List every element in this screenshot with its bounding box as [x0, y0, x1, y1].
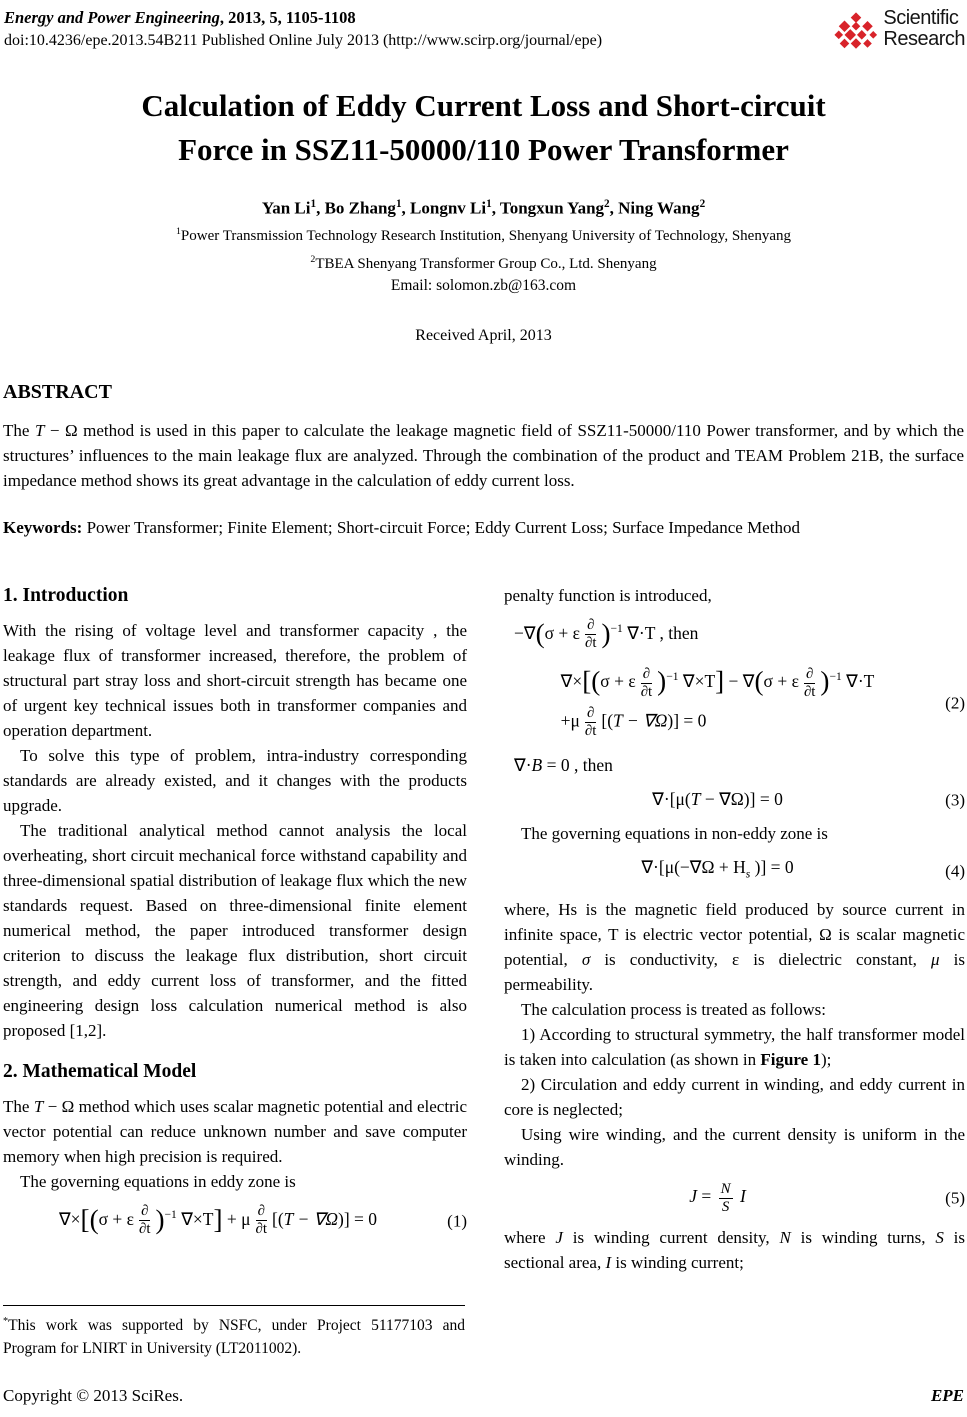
right-paragraph-1: penalty function is introduced, — [504, 586, 712, 605]
paper-title — [0, 84, 967, 172]
equation-1 — [3, 1203, 467, 1238]
intro-paragraph-2: To solve this type of problem, intra-industry corresponding standards are already existed, and it changes with the products upgrade. — [3, 746, 467, 815]
equation-penalty — [504, 617, 965, 652]
logo-diamonds-icon — [833, 11, 879, 51]
equation-2 — [504, 661, 965, 744]
equation-divB-body: ∇·B = 0 , then — [514, 755, 613, 775]
right-paragraph-6: 2) Circulation and eddy current in winding, and eddy current in core is neglected; — [504, 1074, 965, 1119]
equation-3-body: ∇·[μ(T − ∇Ω)] = 0 — [652, 789, 783, 809]
affiliation-1: $^1$Power Transmission Technology Research Institution, Shenyang University of Technology, Shenyang — [175, 225, 791, 244]
equation-2-line1: ∇×[(σ + ε $\frac{\partial}{\partial t}$ )$^{-1}$ ∇×T] − ∇(σ + ε $\frac{\partial}{\partial t}$ )$^{-1}$ ∇·T — [560, 665, 875, 700]
right-paragraph-8: where J is winding current density, N is winding turns, S is sectional area, I is winding current; — [504, 1227, 966, 1272]
doi-line: doi:10.4236/epe.2013.54B211 Published Online July 2013 (http://www.scirp.org/journal/epe) — [4, 32, 603, 49]
received-line: Received April, 2013 — [415, 326, 552, 344]
journal-info — [4, 6, 602, 52]
equation-5-body: J = $\frac{N}{S}$ I — [689, 1180, 746, 1215]
footer-copyright: Copyright © 2013 SciRes. — [3, 1386, 184, 1405]
logo-text-line1: Scientific — [883, 7, 959, 29]
email-line: Email: solomon.zb@163.com — [390, 276, 577, 294]
equation-penalty-body: −∇(σ + ε $\frac{\partial}{\partial t}$ )$^{-1}$ ∇·T , then — [514, 617, 699, 652]
model-paragraph-1: The T − Ω method which uses scalar magnetic potential and electric vector potential can reduce unknown number and save computer memory when high precision is required. — [3, 1097, 467, 1166]
footer-journal-abbrev: EPE — [930, 1386, 964, 1405]
page-footer — [3, 1386, 964, 1406]
abstract-heading: ABSTRACT — [3, 380, 112, 403]
equation-divB — [504, 753, 965, 778]
abstract-text: The T − Ω method is used in this paper to calculate the leakage magnetic field of SSZ11-50000/110 Power transformer, and by which the structures’ influences to the main leakage flux are analyzed. Through the combination of the product and TEAM Problem 21B, the surface impedance method shows its great advantage in the calculation of eddy current loss. — [3, 420, 964, 490]
authors-line: Yan Li$^1$, Bo Zhang$^1$, Longnv Li$^1$, Tongxun Yang$^2$, Ning Wang$^2$ — [261, 198, 706, 218]
model-paragraph-2: The governing equations in eddy zone is — [20, 1172, 296, 1191]
right-paragraph-4: The calculation process is treated as follows: — [521, 999, 826, 1019]
equation-2-line2: +μ $\frac{\partial}{\partial t}$ [(T − ∇Ω)] = 0 — [560, 704, 707, 739]
paper-title-line2: Force in SSZ11-50000/110 Power Transformer — [178, 132, 789, 167]
page-header — [4, 6, 965, 52]
right-paragraph-5: 1) According to structural symmetry, the half transformer model is taken into calculation (as shown in Figure 1); — [504, 1024, 965, 1069]
equation-2-body — [561, 661, 875, 744]
intro-paragraph-3: The traditional analytical method cannot analysis the local overheating, short circuit mechanical force withstand capability and three-dimensional spatial distribution of leakage flux which the new standards request. Based on three-dimensional finite element numerical method, the paper introduced transformer design criterion to discuss the leakage flux distribution, short circuit strength, and eddy current loss of transformer, and the fitted engineering design loss calculation numerical method is also proposed [1,2]. — [3, 821, 467, 1040]
footnote-rule — [3, 1305, 465, 1306]
footnote-text: *This work was supported by NSFC, under Project 51177103 and Program for LNIRT in University (LT2011002). — [3, 1316, 465, 1358]
right-paragraph-3: where, Hs is the magnetic field produced by source current in infinite space, T is electric vector potential, Ω is scalar magnetic potential, σ is conductivity, ε is dielectric constant, μ is permeability. — [504, 899, 966, 994]
footnote — [3, 1305, 465, 1360]
equation-4-number: (4) — [945, 861, 965, 881]
equation-4 — [504, 855, 965, 888]
logo-text-line2: Research — [883, 28, 965, 50]
right-paragraph-7: Using wire winding, and the current density is uniform in the winding. — [504, 1124, 965, 1169]
section-heading-mathematical-model: 2. Mathematical Model — [3, 1061, 197, 1082]
right-column — [504, 583, 965, 1275]
equation-1-number: (1) — [447, 1211, 467, 1231]
equation-4-body: $\nabla\cdot[\mu(-\nabla\Omega + H_s$ )] = 0 — [641, 857, 794, 881]
equation-2-number: (2) — [945, 693, 965, 713]
equation-5-number: (5) — [945, 1188, 965, 1208]
logo-text — [883, 8, 965, 50]
equation-3-number: (3) — [945, 790, 965, 809]
paper-title-line1: Calculation of Eddy Current Loss and Short-circuit — [141, 88, 826, 123]
keywords-line: Keywords: Power Transformer; Finite Element; Short-circuit Force; Eddy Current Loss; Surface Impedance Method — [3, 517, 800, 537]
scientific-research-logo — [833, 8, 965, 51]
equation-1-body: ∇×[(σ + ε $\frac{\partial}{\partial t}$ )$^{-1}$ ∇×T] + μ $\frac{\partial}{\partial t}$ [(T − ∇Ω)] = 0 — [58, 1203, 378, 1238]
intro-paragraph-1: With the rising of voltage level and transformer capacity , the leakage flux of transformer increased, therefore, the problem of structural part stray loss and short-circuit strength has became one of urgent key technical issues both in transformer companies and operation department. — [3, 621, 467, 740]
equation-5 — [504, 1181, 965, 1216]
left-column — [3, 583, 467, 1247]
section-heading-introduction: 1. Introduction — [3, 585, 129, 606]
affiliation-2: $^2$TBEA Shenyang Transformer Group Co., Ltd. Shenyang — [310, 253, 657, 272]
journal-citation-line: Energy and Power Engineering, 2013, 5, 1105-1108 — [4, 8, 356, 27]
right-paragraph-2: The governing equations in non-eddy zone is — [521, 824, 828, 843]
equation-3 — [504, 787, 965, 812]
